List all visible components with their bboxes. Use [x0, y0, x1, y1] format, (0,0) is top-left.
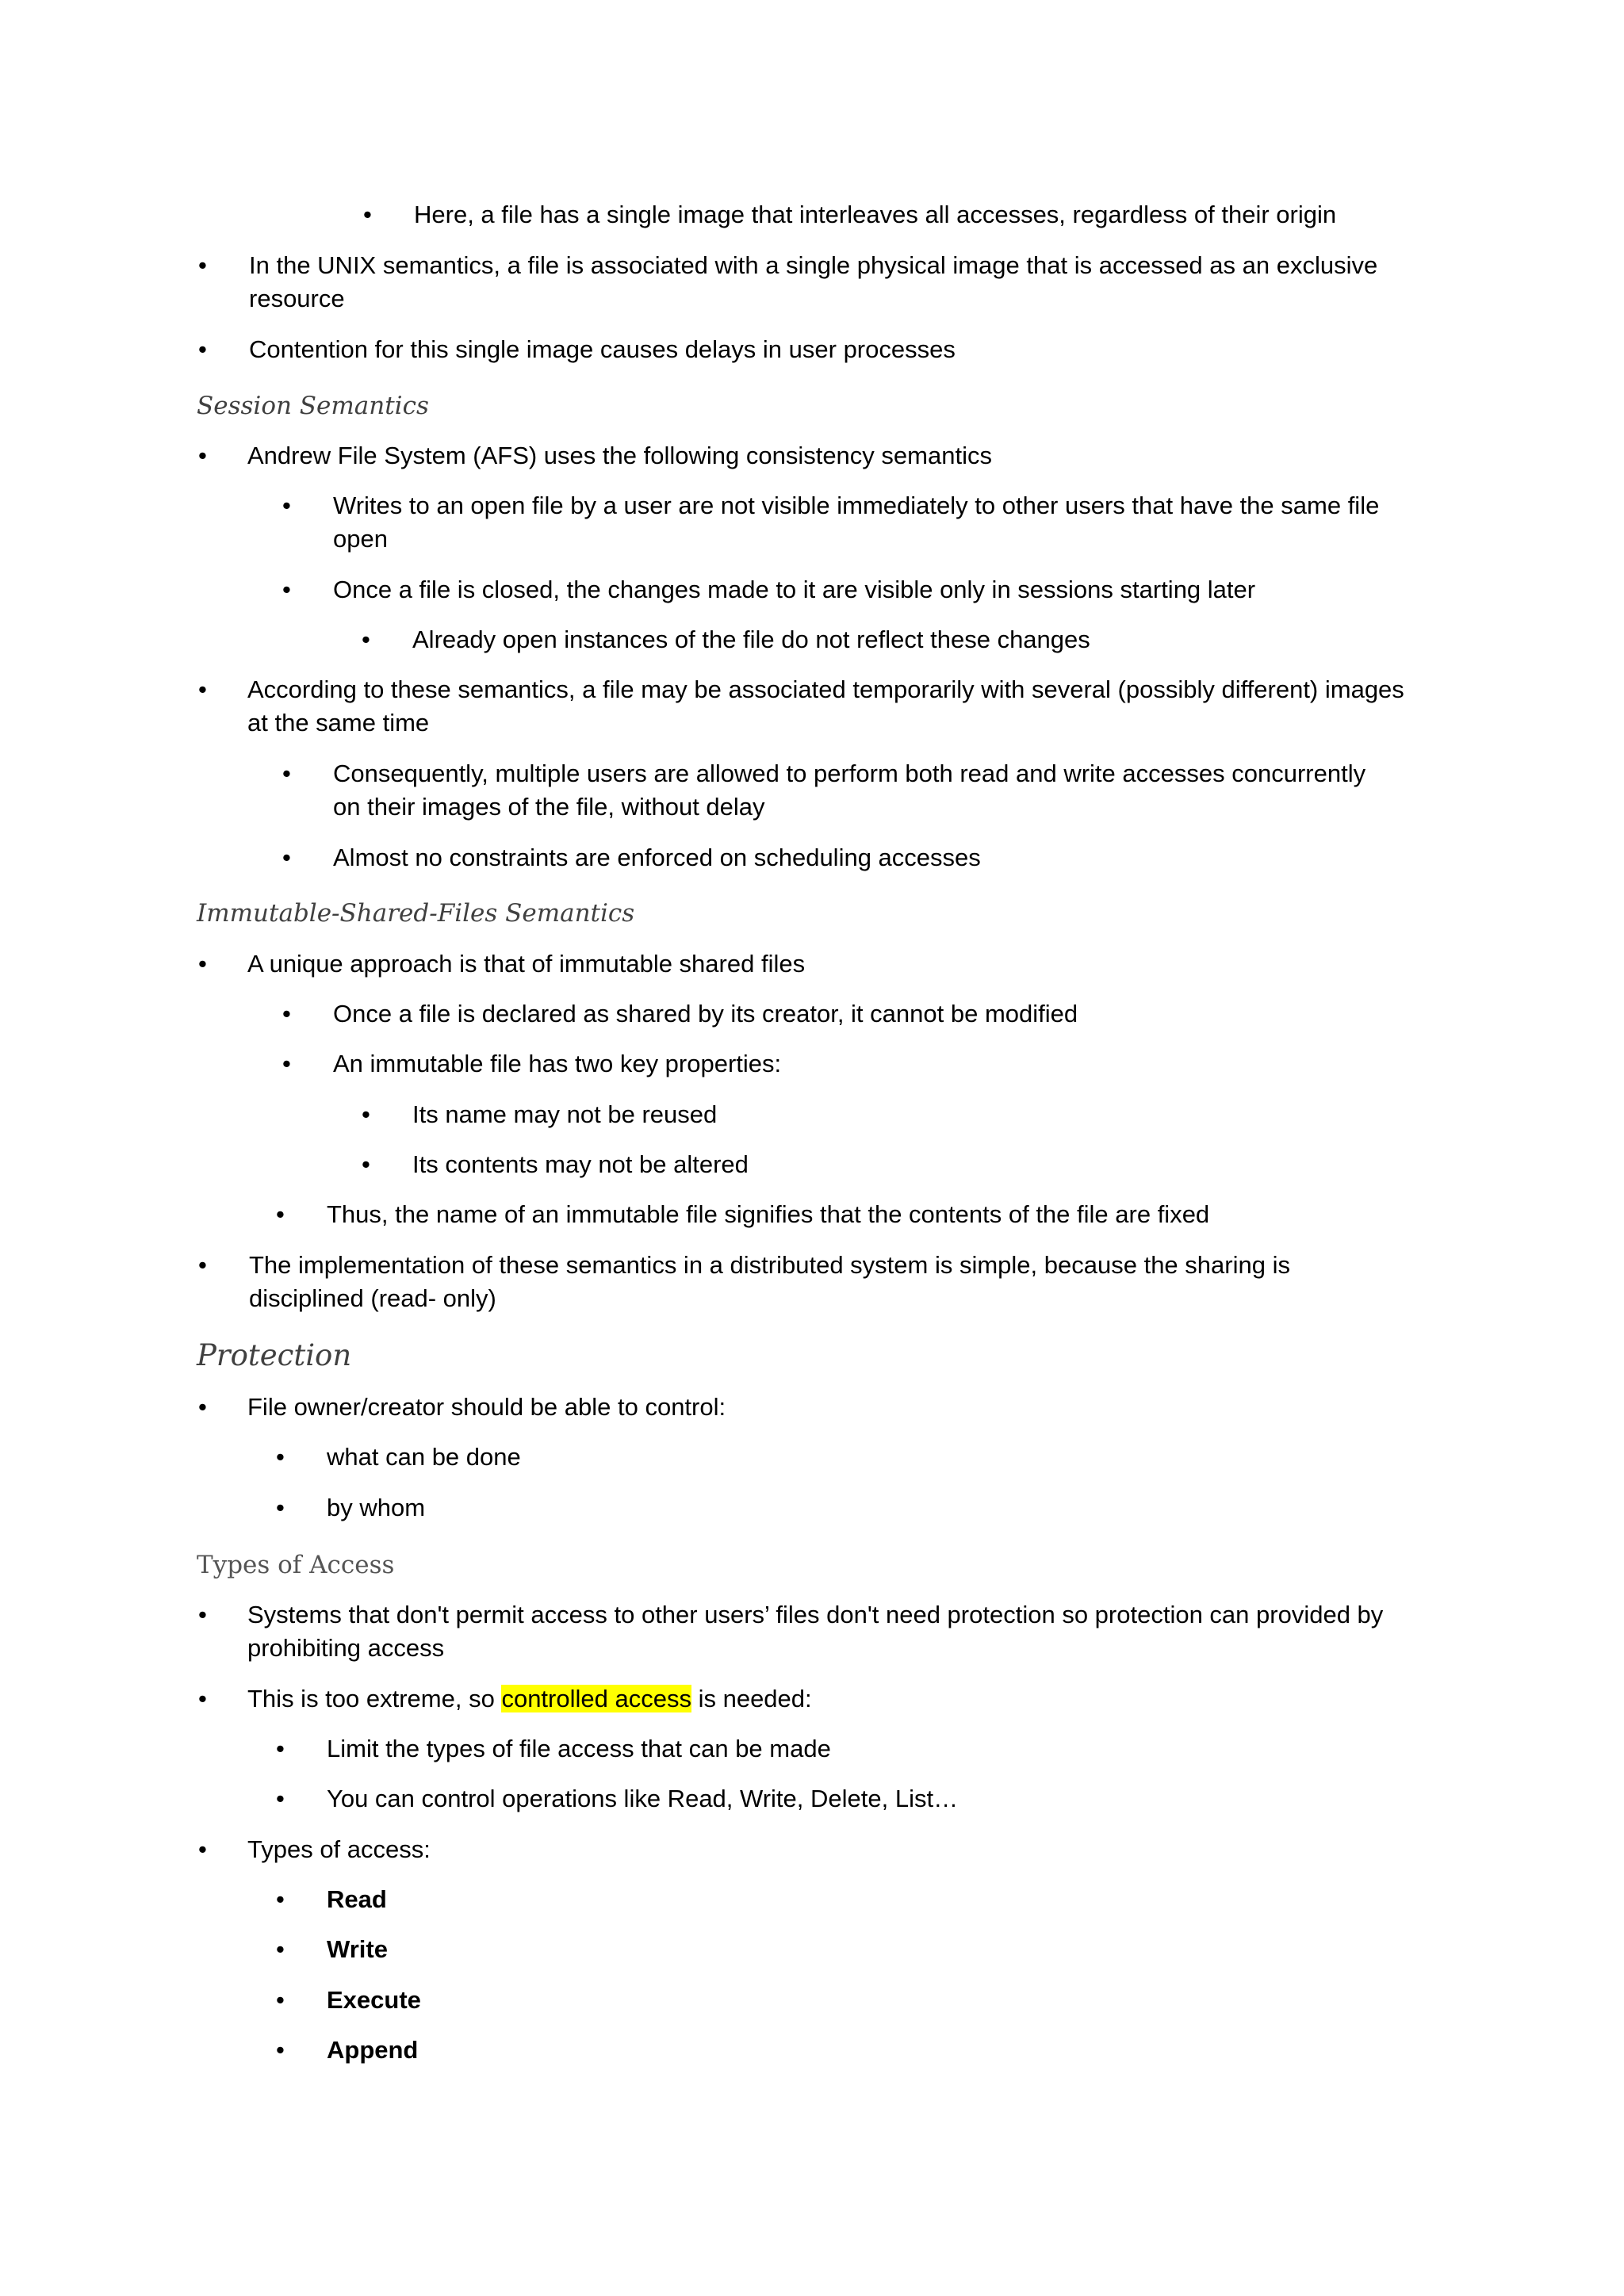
list-item: In the UNIX semantics, a file is associated with a single physical image that is accessed as an exclusive — [249, 251, 1378, 279]
list-item: Once a file is closed, the changes made to it are visible only in sessions starting later — [333, 576, 1256, 603]
list-item: A unique approach is that of immutable shared files — [247, 950, 806, 978]
bullet: • — [362, 1100, 370, 1128]
list-item: Its name may not be reused — [412, 1100, 718, 1128]
list-item: Already open instances of the file do not reflect these changes — [412, 626, 1090, 653]
list-item — [247, 1682, 812, 1716]
bullet: • — [198, 1251, 207, 1279]
list-item: Contention for this single image causes delays in user processes — [249, 335, 956, 363]
bullet: • — [282, 844, 291, 871]
bullet: • — [276, 2036, 285, 2064]
section-heading: Session Semantics — [197, 392, 429, 420]
list-item: According to these semantics, a file may be associated temporarily with several (possibly different) images — [247, 675, 1404, 703]
list-item: The implementation of these semantics in a distributed system is simple, because the sharing is — [249, 1251, 1290, 1279]
list-item: what can be done — [327, 1443, 521, 1471]
list-item: Its contents may not be altered — [412, 1150, 749, 1178]
list-item: You can control operations like Read, Write, Delete, List… — [327, 1785, 959, 1812]
list-item-continuation: on their images of the file, without delay — [333, 793, 765, 821]
list-item-continuation: open — [333, 525, 388, 553]
bullet: • — [276, 1200, 285, 1228]
bullet: • — [363, 201, 372, 228]
list-item: Writes to an open file by a user are not visible immediately to other users that have the same file — [333, 492, 1380, 519]
bullet: • — [276, 1494, 285, 1521]
list-item: Append — [327, 2036, 419, 2064]
bullet: • — [282, 760, 291, 787]
section-heading: Protection — [197, 1338, 352, 1372]
bullet: • — [198, 1601, 207, 1628]
highlighted-text: controlled access — [501, 1685, 691, 1712]
bullet: • — [198, 1685, 207, 1712]
bullet: • — [282, 576, 291, 603]
section-heading: Types of Access — [197, 1551, 395, 1579]
bullet: • — [198, 251, 207, 279]
section-heading: Immutable-Shared-Files Semantics — [197, 899, 635, 928]
bullet: • — [198, 1835, 207, 1863]
list-item: Almost no constraints are enforced on scheduling accesses — [333, 844, 981, 871]
bullet: • — [282, 492, 291, 519]
bullet: • — [198, 335, 207, 363]
list-item: Thus, the name of an immutable file signifies that the contents of the file are fixed — [327, 1200, 1210, 1228]
bullet: • — [198, 1393, 207, 1421]
list-item: Once a file is declared as shared by its creator, it cannot be modified — [333, 1000, 1078, 1027]
list-item: An immutable file has two key properties: — [333, 1050, 782, 1077]
list-item: Consequently, multiple users are allowed to perform both read and write accesses concurrently — [333, 760, 1366, 787]
bullet: • — [282, 1000, 291, 1027]
bullet: • — [282, 1050, 291, 1077]
bullet: • — [276, 1735, 285, 1762]
text-segment: This is too extreme, so — [247, 1685, 502, 1712]
list-item: Here, a file has a single image that interleaves all accesses, regardless of their origin — [414, 201, 1337, 228]
list-item: File owner/creator should be able to control: — [247, 1393, 726, 1421]
bullet: • — [276, 1986, 285, 2014]
list-item: Types of access: — [247, 1835, 431, 1863]
list-item-continuation: disciplined (read- only) — [249, 1284, 496, 1312]
list-item: Read — [327, 1885, 387, 1913]
list-item: by whom — [327, 1494, 426, 1521]
bullet: • — [362, 626, 370, 653]
text-segment: is needed: — [691, 1685, 812, 1712]
bullet: • — [198, 675, 207, 703]
list-item: Systems that don't permit access to other users’ files don't need protection so protection can provided by — [247, 1601, 1384, 1628]
list-item: Andrew File System (AFS) uses the following consistency semantics — [247, 442, 992, 469]
list-item: Limit the types of file access that can be made — [327, 1735, 831, 1762]
list-item: Execute — [327, 1986, 421, 2014]
bullet: • — [362, 1150, 370, 1178]
bullet: • — [276, 1443, 285, 1471]
bullet: • — [198, 950, 207, 978]
list-item-continuation: prohibiting access — [247, 1634, 445, 1662]
bullet: • — [276, 1885, 285, 1913]
bullet: • — [276, 1935, 285, 1963]
list-item-continuation: at the same time — [247, 709, 430, 737]
bullet: • — [198, 442, 207, 469]
list-item-continuation: resource — [249, 285, 345, 312]
bullet: • — [276, 1785, 285, 1812]
list-item: Write — [327, 1935, 388, 1963]
